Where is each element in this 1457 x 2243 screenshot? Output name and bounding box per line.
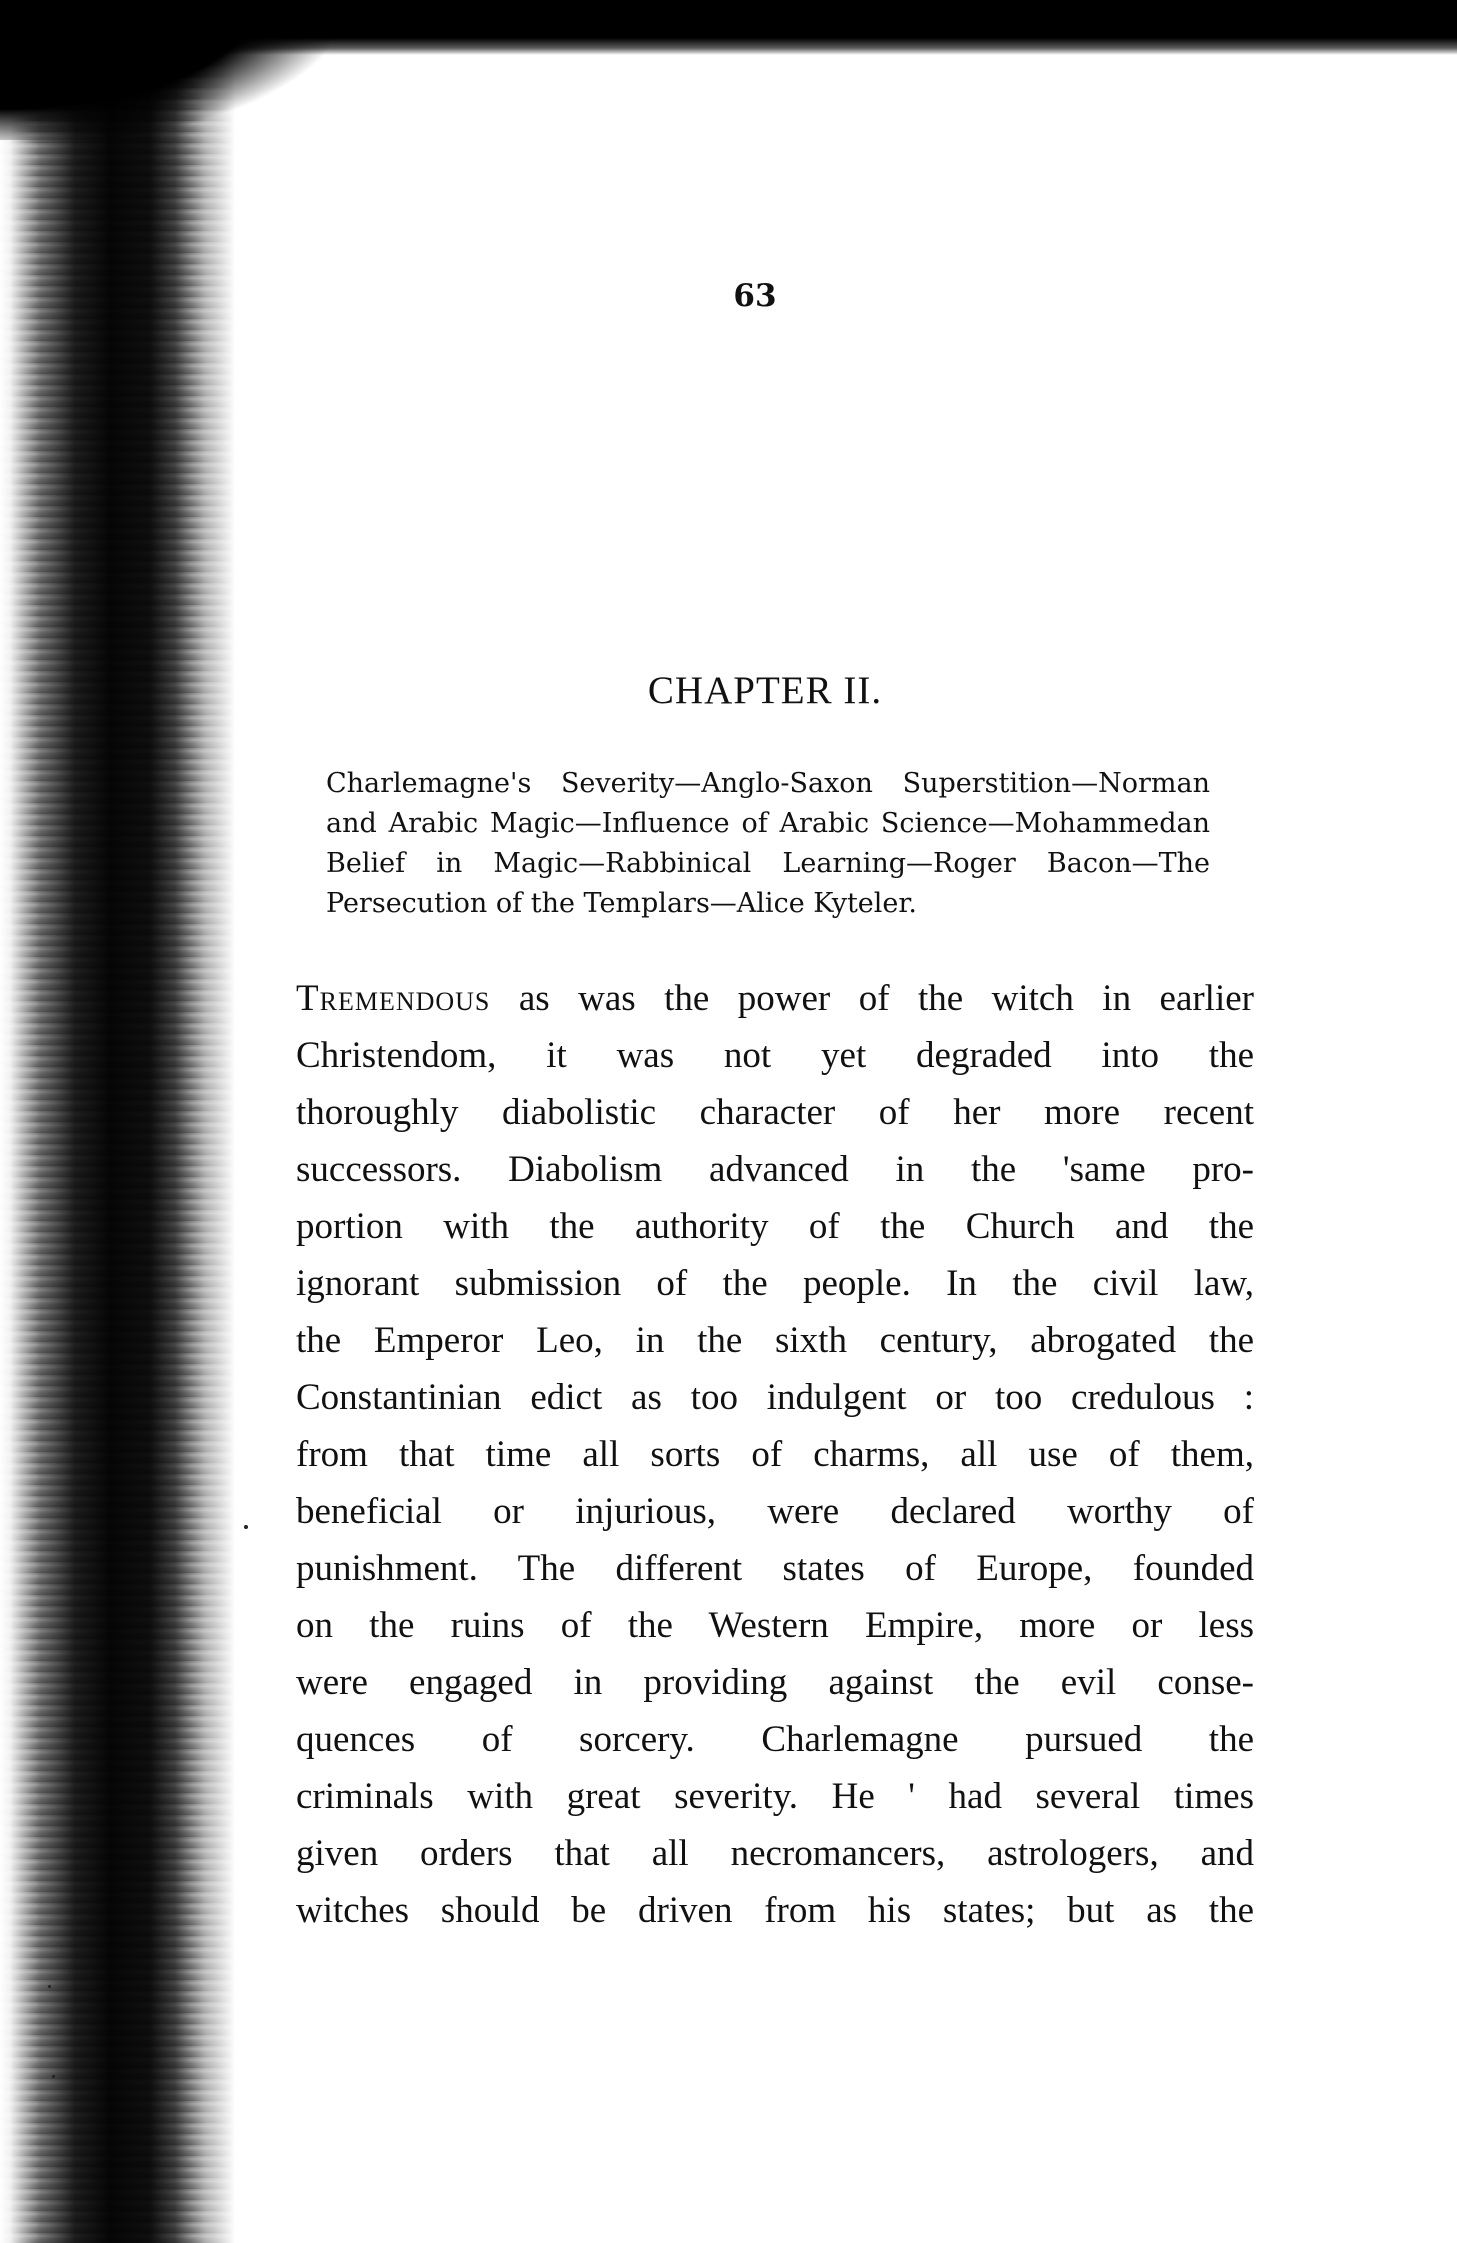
body-line: quences of sorcery. Charlemagne pursued the xyxy=(296,1719,1254,1760)
body-line: on the ruins of the Western Empire, more or less xyxy=(296,1605,1254,1646)
body-line: the Emperor Leo, in the sixth century, abrogated the xyxy=(296,1320,1254,1361)
body-line: successors. Diabolism advanced in the 'same pro- xyxy=(296,1149,1254,1190)
body-line: Christendom, it was not yet degraded into the xyxy=(296,1035,1254,1076)
scan-speck xyxy=(52,2075,55,2078)
body-line: Constantinian edict as too indulgent or too credulous : xyxy=(296,1377,1254,1418)
scan-speck xyxy=(48,1985,51,1988)
body-line: witches should be driven from his states; but as the xyxy=(296,1890,1254,1931)
body-line: from that time all sorts of charms, all use of them, xyxy=(296,1434,1254,1475)
body-line: punishment. The different states of Europe, founded xyxy=(296,1548,1254,1589)
body-line: criminals with great severity. He ' had several times xyxy=(296,1776,1254,1817)
body-line: beneficial or injurious, were declared worthy of xyxy=(296,1491,1254,1532)
lead-word: Tremendous xyxy=(296,978,491,1019)
body-line-text: as was the power of the witch in earlier xyxy=(490,978,1254,1019)
body-text xyxy=(296,970,1254,1939)
chapter-title: CHAPTER II. xyxy=(647,669,883,712)
body-line: were engaged in providing against the evil conse- xyxy=(296,1662,1254,1703)
body-line: given orders that all necromancers, astrologers, and xyxy=(296,1833,1254,1874)
body-line: ignorant submission of the people. In the civil law, xyxy=(296,1263,1254,1304)
body-line xyxy=(296,970,1254,1027)
scan-speck xyxy=(244,1525,248,1529)
body-line: thoroughly diabolistic character of her more recent xyxy=(296,1092,1254,1133)
page-number: 63 xyxy=(733,278,777,314)
body-line: portion with the authority of the Church and the xyxy=(296,1206,1254,1247)
chapter-summary: Charlemagne's Severity—Anglo-Saxon Superstition—Norman and Arabic Magic—Influence of Arabic Science—Mohammedan Belief in Magic—Rabbinical Learning—Roger Bacon—The Persecution of the Templars—Alice Kyteler. xyxy=(326,768,1210,919)
